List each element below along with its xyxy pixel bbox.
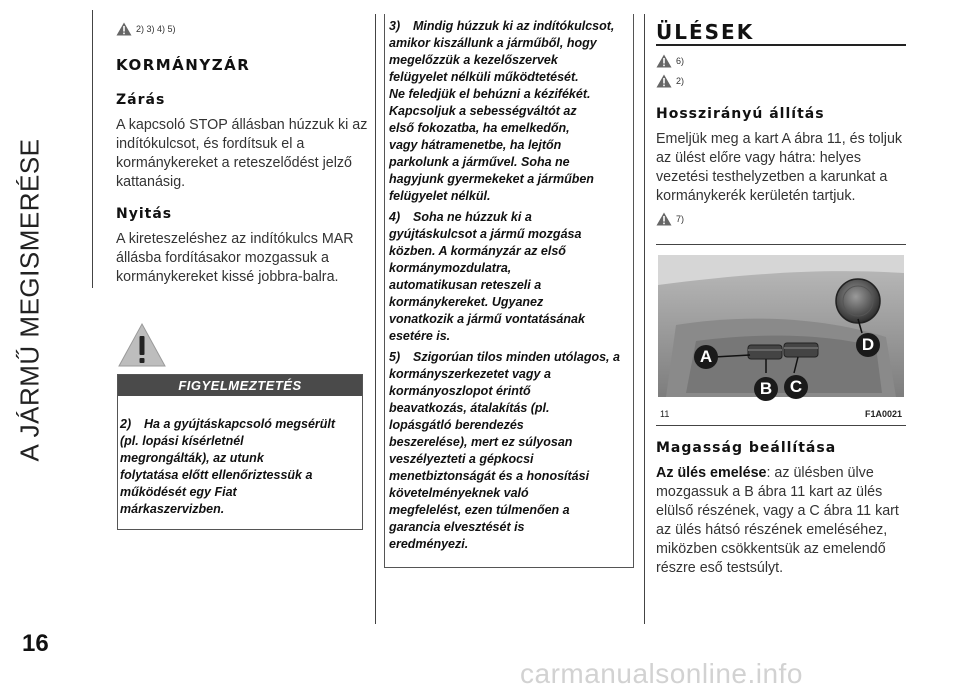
column-divider-1 <box>375 14 376 624</box>
page-number: 16 <box>22 630 49 657</box>
side-divider <box>92 10 93 288</box>
warning-triangle-icon <box>116 22 132 36</box>
height-lead-bold: Az ülés emelése <box>656 465 767 481</box>
warning-item-2: 2) Ha a gyújtáskapcsoló megsérült (pl. lopási kísérletnél megrongálták), az utunk folytatása előtt ellenőriztessük a működését egy Fiat márkaszervizben. <box>120 417 336 516</box>
warning-item-5: 5) Szigorúan tilos minden utólagos, a kormányszerkezetet vagy a kormányoszlopot érintő beavatkozás, átalakítás (pl. lopásgátló berendezés beszerelése), mert ez súlyosan veszélyezteti a gépkocsi menetbiztonságát és a honosítási követelményeknek való megfelelést, ezen túlmenően a garancia elvesztését is eredményezi. <box>389 350 620 551</box>
warning-item-4: 4) Soha ne húzzuk ki a gyújtáskulcsot a jármű mozgása közben. A kormányzár az első kormánymozdulatra, automatikusan reteszeli a kormánykereket. Ugyanez vonatkozik a jármű vontatásának esetére is. <box>389 210 585 343</box>
seats-title-rule <box>656 44 906 46</box>
warning-triangle-icon <box>656 54 672 68</box>
large-warning-icon <box>117 322 167 368</box>
seat-controls-illustration <box>656 245 906 405</box>
warning-header: FIGYELMEZTETÉS <box>118 375 362 396</box>
closing-title: Zárás <box>116 92 166 108</box>
longitudinal-ref: 7) <box>656 212 684 226</box>
warning-item-3: 3) Mindig húzzuk ki az indítókulcsot, amikor kiszállunk a járműből, hogy megelőzzük a kezelőszervek felügyelet nélküli működtetését. Ne feledjük el behúzni a kézifékét. Kapcsoljuk a sebességváltót az első fokozatba, ha emelkedőn, vagy hátramenetbe, ha lejtőn parkolunk a járművel. Soha ne hagyjunk gyermekeket a járműben felügyelet nélkül. <box>389 19 615 203</box>
longitudinal-text: Emeljük meg a kart A ábra 11, és toljuk az ülést előre vagy hátra: helyes vezetési testhelyzetben a karunkat a kormánykerék kerületén tartjuk. <box>656 131 903 204</box>
side-title-text: A JÁRMŰ MEGISMERÉSE <box>14 138 45 462</box>
opening-text: A kireteszeléshez az indítókulcs MAR állásba fordításakor mozgassuk a kormánykereket kissé jobbra-balra. <box>116 231 354 285</box>
seats-ref-2: 2) <box>656 74 684 88</box>
callout-a: A <box>694 345 718 369</box>
opening-title: Nyitás <box>116 206 173 222</box>
seats-ref-1: 6) <box>656 54 684 68</box>
figure-11 <box>656 244 906 426</box>
seats-section-title: ÜLÉSEK <box>656 20 755 44</box>
longitudinal-title: Hosszirányú állítás <box>656 106 825 122</box>
height-title: Magasság beállítása <box>656 440 837 456</box>
ref-numbers: 2) 3) 4) 5) <box>136 24 176 34</box>
warning-refs <box>116 22 176 36</box>
figure-code: F1A0021 <box>864 409 902 419</box>
warning-triangle-icon <box>656 74 672 88</box>
callout-d: D <box>856 333 880 357</box>
callout-b: B <box>754 377 778 401</box>
warning-box <box>117 374 363 530</box>
warning-triangle-icon <box>656 212 672 226</box>
height-text: Az ülés emelése: az ülésben ülve mozgassuk a B ábra 11 kart az ülés elülső részének, vagy a C ábra 11 kart az ülés hátsó részének emeléséhez, miközben csökkentsük az emelendő részre eső testsúlyt. <box>656 465 899 576</box>
watermark: carmanualsonline.info <box>520 658 803 689</box>
column-divider-2 <box>644 14 645 624</box>
closing-text: A kapcsoló STOP állásban húzzuk ki az indítókulcsot, és fordítsuk el a kormánykereket a reteszelődést jelző kattanásig. <box>116 117 368 190</box>
warning-continuation-box <box>384 14 634 568</box>
figure-number: 11 <box>660 409 670 419</box>
steering-lock-heading: KORMÁNYZÁR <box>116 56 251 74</box>
callout-c: C <box>784 375 808 399</box>
